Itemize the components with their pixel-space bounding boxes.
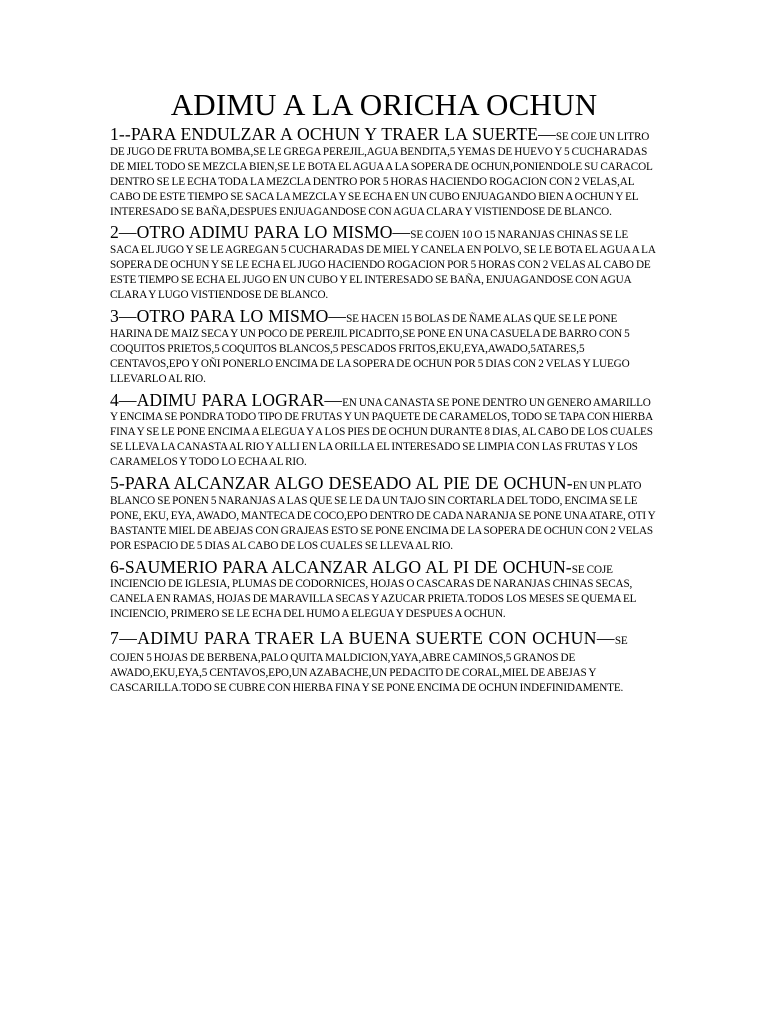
recipe-section (110, 473, 658, 554)
recipe-heading: 3—OTRO PARA LO MISMO— (110, 305, 347, 326)
recipe-body: SE COJE UN LITRO DE JUGO DE FRUTA BOMBA,SE LE GREGA PEREJIL,AGUA BENDITA,5 YEMAS DE HUEVO Y 5 CUCHARADAS DE MIEL TODO SE MEZCLA BIEN,SE LE BOTA EL AGUA A LA SOPERA DE OCHUN,PONIENDOLE SU CARACOL DENTRO SE LE ECHA TODA LA MEZCLA DENTRO POR 5 HORAS HACIENDO ROGACION CON 2 VELAS,AL CABO DE ESTE TIEMPO SE SACA LA MEZCLA Y SE ECHA EN UN CUBO ENJUAGANDO BIEN A OCHUN Y EL INTERESADO SE BAÑA,DESPUES ENJUAGANDOSE CON AGUA CLARA Y VISTIENDOSE DE BLANCO. (110, 131, 653, 218)
recipe-body: SE COJEN 10 O 15 NARANJAS CHINAS SE LE SACA EL JUGO Y SE LE AGREGAN 5 CUCHARADAS DE MIEL Y CANELA EN POLVO, SE LE BOTA EL AGUA A LA SOPERA DE OCHUN Y SE LE ECHA EL JUGO HACIENDO ROGACION POR 5 HORAS CON 2 VELAS AL CABO DE ESTE TIEMPO SE ECHA EL JUGO EN UN CUBO Y EL INTERESADO SE BAÑA, ENJUAGANDOSE CON AGUA CLARA Y LUGO VISTIENDOSE DE BLANCO. (110, 229, 656, 302)
document-body (110, 124, 658, 699)
recipe-section (110, 625, 658, 696)
recipe-heading: 6-SAUMERIO PARA ALCANZAR ALGO AL PI DE OCHUN- (110, 556, 572, 577)
recipe-heading: 1--PARA ENDULZAR A OCHUN Y TRAER LA SUERTE— (110, 124, 556, 144)
recipe-body: EN UNA CANASTA SE PONE DENTRO UN GENERO AMARILLO Y ENCIMA SE PONDRA TODO TIPO DE FRUTAS Y UN PAQUETE DE CARAMELOS, TODO SE TAPA CON HIERBA FINA Y SE LE PONE ENCIMA A ELEGUA Y A LOS PIES DE OCHUN DURANTE 8 DIAS, AL CABO DE LOS CUALES SE LLEVA LA CANASTA AL RIO Y ALLI EN LA ORILLA EL INTERESADO SE LIMPIA CON LAS FRUTAS Y LOS CARAMELOS Y TODO LO ECHA AL RIO. (110, 396, 653, 469)
recipe-paragraph (110, 306, 658, 387)
recipe-paragraph (110, 222, 658, 303)
recipe-heading: 5-PARA ALCANZAR ALGO DESEADO AL PIE DE OCHUN- (110, 473, 573, 494)
recipe-section (110, 124, 658, 219)
recipe-body: SE HACEN 15 BOLAS DE ÑAME ALAS QUE SE LE PONE HARINA DE MAIZ SECA Y UN POCO DE PEREJIL PICADITO,SE PONE EN UNA CASUELA DE BARRO CON 5 COQUITOS PRIETOS,5 COQUITOS BLANCOS,5 PESCADOS FRITOS,EKU,EYA,AWADO,5ATARES,5 CENTAVOS,EPO Y OÑI PONERLO ENCIMA DE LA SOPERA DE OCHUN POR 5 DIAS CON 2 VELAS Y LUEGO LLEVARLO AL RIO. (110, 312, 630, 385)
recipe-paragraph (110, 557, 658, 623)
recipe-body: EN UN PLATO BLANCO SE PONEN 5 NARANJAS A LAS QUE SE LE DA UN TAJO SIN CORTARLA DEL TODO, ENCIMA SE LE PONE, EKU, EYA, AWADO, MANTECA DE COCO,EPO DENTRO DE CADA NARANJA SE PONE UNA ATARE, OTI Y BASTANTE MIEL DE ABEJAS CON GRAJEAS ESTO SE PONE ENCIMA DE LA SOPERA DE OCHUN CON 2 VELAS POR ESPACIO DE 5 DIAS AL CABO DE LOS CUALES SE LLEVA AL RIO. (110, 480, 656, 552)
document-title: ADIMU A LA ORICHA OCHUN (170, 87, 598, 122)
recipe-section (110, 306, 658, 387)
recipe-section (110, 390, 658, 471)
recipe-section (110, 557, 658, 623)
recipe-paragraph (110, 473, 658, 554)
recipe-heading: 2—OTRO ADIMU PARA LO MISMO— (110, 222, 411, 243)
recipe-section (110, 222, 658, 303)
recipe-body: SE COJEN 5 HOJAS DE BERBENA,PALO QUITA MALDICION,YAYA,ABRE CAMINOS,5 GRANOS DE AWADO,EKU,EYA,5 CENTAVOS,EPO,UN AZABACHE,UN PEDACITO DE CORAL,MIEL DE ABEJAS Y CASCARILLA.TODO SE CUBRE CON HIERBA FINA Y SE PONE ENCIMA DE OCHUN INDEFINIDAMENTE. (110, 635, 628, 694)
recipe-heading: 7—ADIMU PARA TRAER LA BUENA SUERTE CON OCHUN— (110, 628, 615, 649)
recipe-heading: 4—ADIMU PARA LOGRAR— (110, 389, 343, 410)
recipe-paragraph (110, 390, 658, 471)
recipe-body: SE COJE INCIENCIO DE IGLESIA, PLUMAS DE CODORNICES, HOJAS O CASCARAS DE NARANJAS CHINAS SECAS, CANELA EN RAMAS, HOJAS DE MARAVILLA SECAS Y AZUCAR PRIETA.TODOS LOS MESES SE QUEMA EL INCIENCIO, PRIMERO SE LE ECHA DEL HUMO A ELEGUA Y DESPUES A OCHUN. (110, 563, 636, 621)
recipe-paragraph (110, 124, 658, 219)
recipe-paragraph (110, 625, 658, 696)
